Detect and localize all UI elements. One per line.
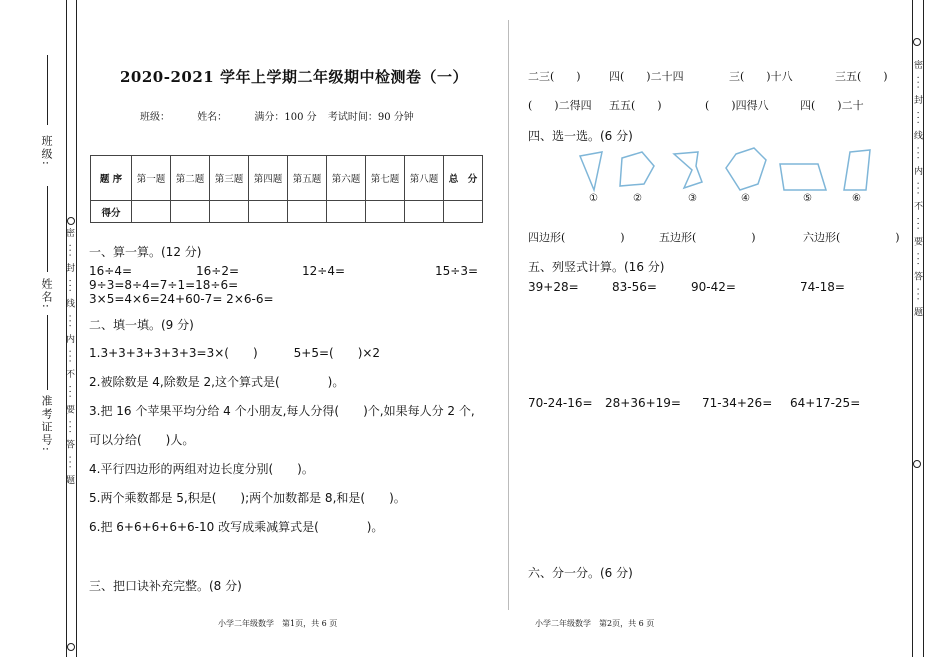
class-blank xyxy=(47,55,48,125)
col-header: 第五题 xyxy=(288,156,327,201)
page-footer-1: 小学二年级数学 第1页，共 6 页 xyxy=(218,619,338,628)
calc-item: 15÷3= xyxy=(435,264,479,278)
calc-line: 9÷3=8÷4=7÷1=18÷6= xyxy=(89,278,239,292)
score-cell[interactable] xyxy=(366,201,405,223)
score-cell[interactable] xyxy=(132,201,171,223)
rhyme-item: 四( )二十四 xyxy=(609,70,684,83)
score-cell[interactable] xyxy=(171,201,210,223)
seal-hole xyxy=(67,643,75,651)
rhyme-item: ( )四得八 xyxy=(705,99,769,112)
section-2-title: 二、填一填。(9 分) xyxy=(89,318,194,332)
vertical-calc-item: 39+28= xyxy=(528,280,579,294)
fill-question-3-cont: 可以分给( )人。 xyxy=(89,433,195,447)
shape-1 xyxy=(580,152,602,190)
section-5-title: 五、列竖式计算。(16 分) xyxy=(528,260,665,274)
section-1-title: 一、算一算。(12 分) xyxy=(89,245,202,259)
row-label: 题 序 xyxy=(91,156,132,201)
shape-label: ① xyxy=(589,193,598,204)
name-label: 姓名: xyxy=(40,278,53,310)
calc-item: 12÷4= xyxy=(302,264,346,278)
fill-question-5: 5.两个乘数都是 5,积是( );两个加数都是 8,和是( )。 xyxy=(89,491,406,505)
exam-title: 2020-2021 学年上学期二年级期中检测卷（一） xyxy=(120,68,468,86)
rhyme-item: 三( )十八 xyxy=(729,70,793,83)
seal-hole xyxy=(913,460,921,468)
shape-4 xyxy=(726,148,766,190)
section-4-title: 四、选一选。(6 分) xyxy=(528,129,633,143)
row-label: 得分 xyxy=(91,201,132,223)
fill-question-2: 2.被除数是 4,除数是 2,这个算式是( )。 xyxy=(89,375,345,389)
col-header-total: 总 分 xyxy=(444,156,483,201)
col-header: 第七题 xyxy=(366,156,405,201)
shapes-figure xyxy=(570,146,890,196)
shape-label: ④ xyxy=(741,193,750,204)
rhyme-item: 三五( ) xyxy=(835,70,888,83)
vertical-calc-item: 90-42= xyxy=(691,280,736,294)
section-3-title: 三、把口诀补充完整。(8 分) xyxy=(89,579,242,593)
fill-question-4: 4.平行四边形的两组对边长度分别( )。 xyxy=(89,462,314,476)
vertical-calc-item: 74-18= xyxy=(800,280,845,294)
rhyme-item: 四( )二十 xyxy=(800,99,864,112)
shape-label: ⑥ xyxy=(852,193,861,204)
class-label: 班级: xyxy=(40,135,53,167)
binding-line-inner xyxy=(76,0,77,657)
id-blank xyxy=(47,315,48,390)
left-seal-text: 密 ··· 封 ··· 线 ··· 内 ··· 不 ··· 要 ··· 答 ··· 题 xyxy=(64,228,74,487)
name-blank xyxy=(47,186,48,272)
right-seal-text: 密 ··· 封 ··· 线 ··· 内 ··· 不 ··· 要 ··· 答 ··· 题 xyxy=(912,60,922,319)
calc-item: 16÷4= xyxy=(89,264,133,278)
shape-label: ③ xyxy=(688,193,697,204)
full-score: 满分：100 分 xyxy=(254,112,317,123)
answer-quad: 四边形( ) xyxy=(528,231,625,244)
class-field: 班级： xyxy=(140,112,170,123)
calc-item: 16÷2= xyxy=(196,264,240,278)
shape-5 xyxy=(780,164,826,190)
seal-hole xyxy=(67,217,75,225)
page-divider xyxy=(508,20,509,610)
score-cell[interactable] xyxy=(210,201,249,223)
vertical-calc-item: 70-24-16= xyxy=(528,396,593,410)
rhyme-item: ( )二得四 xyxy=(528,99,592,112)
rhyme-item: 二三( ) xyxy=(528,70,581,83)
fill-question-6: 6.把 6+6+6+6+6-10 改写成乘减算式是( )。 xyxy=(89,520,384,534)
shape-3 xyxy=(674,152,702,188)
vertical-calc-item: 71-34+26= xyxy=(702,396,773,410)
rhyme-item: 五五( ) xyxy=(609,99,662,112)
shape-label: ② xyxy=(633,193,642,204)
col-header: 第三题 xyxy=(210,156,249,201)
shape-6 xyxy=(844,150,870,190)
seal-hole xyxy=(913,38,921,46)
score-cell[interactable] xyxy=(444,201,483,223)
shape-label: ⑤ xyxy=(803,193,812,204)
id-label: 准考证号: xyxy=(40,395,53,453)
answer-pent: 五边形( ) xyxy=(659,231,756,244)
name-field: 姓名： xyxy=(197,112,228,123)
score-cell[interactable] xyxy=(249,201,288,223)
section-6-title: 六、分一分。(6 分) xyxy=(528,566,633,580)
col-header: 第一题 xyxy=(132,156,171,201)
score-cell[interactable] xyxy=(327,201,366,223)
page-footer-2: 小学二年级数学 第2页，共 6 页 xyxy=(535,619,655,628)
vertical-calc-item: 28+36+19= xyxy=(605,396,681,410)
exam-info xyxy=(140,108,438,123)
vertical-calc-item: 64+17-25= xyxy=(790,396,861,410)
score-table xyxy=(90,155,483,223)
calc-line: 3×5=4×6=24+60-7= 2×6-6= xyxy=(89,292,274,306)
col-header: 第二题 xyxy=(171,156,210,201)
col-header: 第四题 xyxy=(249,156,288,201)
col-header: 第六题 xyxy=(327,156,366,201)
score-cell[interactable] xyxy=(405,201,444,223)
answer-hex: 六边形( ) xyxy=(803,231,900,244)
vertical-calc-item: 83-56= xyxy=(612,280,657,294)
fill-question-1: 1.3+3+3+3+3+3=3×( ) 5+5=( )×2 xyxy=(89,346,381,360)
shape-2 xyxy=(620,152,654,186)
fill-question-3: 3.把 16 个苹果平均分给 4 个小朋友,每人分得( )个,如果每人分 2 个, xyxy=(89,404,475,418)
score-cell[interactable] xyxy=(288,201,327,223)
col-header: 第八题 xyxy=(405,156,444,201)
exam-time: 考试时间：90 分钟 xyxy=(327,112,414,123)
